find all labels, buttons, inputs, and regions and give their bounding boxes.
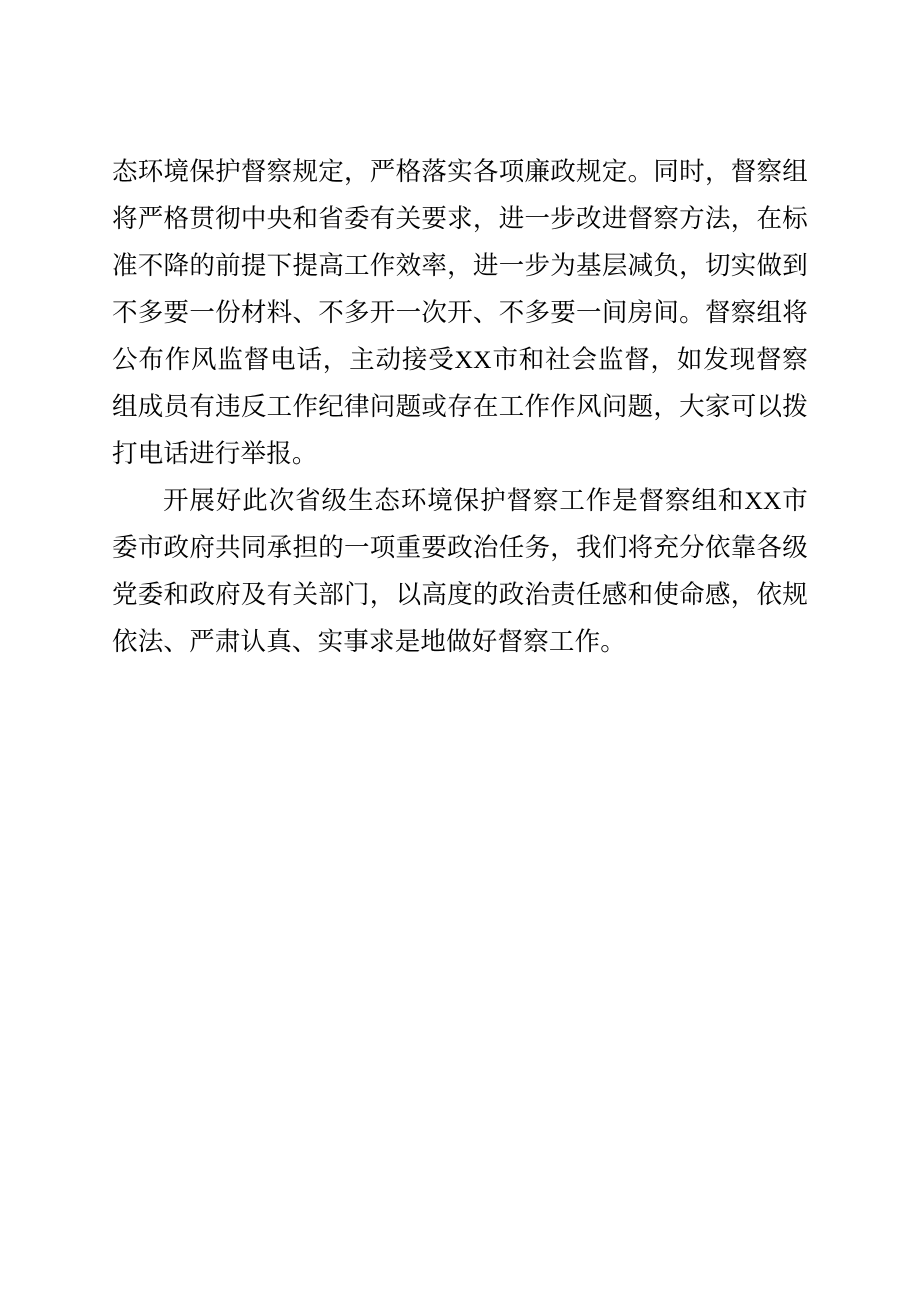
paragraph-continuation: 态环境保护督察规定，严格落实各项廉政规定。同时，督察组将严格贯彻中央和省委有关要求，进一步改进督察方法，在标准不降的前提下提高工作效率，进一步为基层减负，切实做到不多要一份材料、不多开一次开、不多要一间房间。督察组将公布作风监督电话，主动接受XX市和社会监督，如发现督察组成员有违反工作纪律问题或存在工作作风问题，大家可以拨打电话进行举报。 (112, 157, 808, 468)
document-body (112, 148, 808, 665)
paragraph-closing: 开展好此次省级生态环境保护督察工作是督察组和XX市委市政府共同承担的一项重要政治任务，我们将充分依靠各级党委和政府及有关部门，以高度的政治责任感和使命感，依规依法、严肃认真、实事求是地做好督察工作。 (112, 486, 808, 656)
